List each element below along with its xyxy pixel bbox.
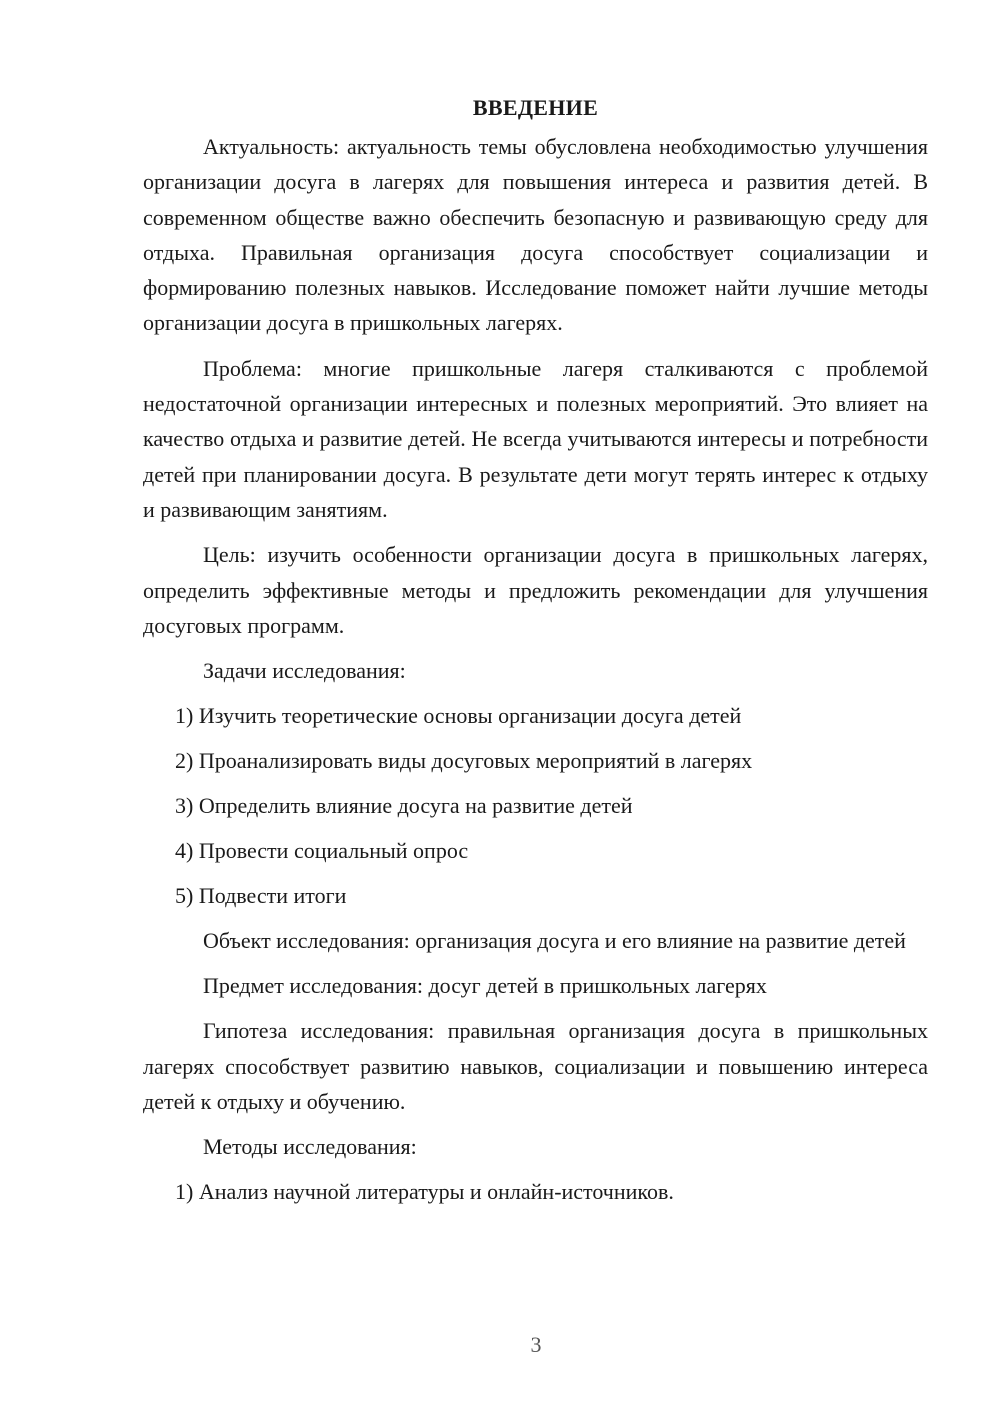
list-item: 2) Проанализировать виды досуговых мероприятий в лагерях (175, 748, 753, 774)
list-item: 3) Определить влияние досуга на развитие детей (175, 793, 633, 819)
tasks-list (143, 698, 928, 913)
section-title: ВВЕДЕНИЕ (472, 95, 599, 120)
goal-paragraph: Цель: изучить особенности организации досуга в пришкольных лагерях, определить эффективные методы и предложить рекомендации для улучшения досуговых программ. (143, 542, 928, 638)
list-item: 5) Подвести итоги (175, 883, 347, 909)
page-number: 3 (530, 1332, 542, 1357)
document-page (143, 90, 928, 1219)
tasks-heading: Задачи исследования: (203, 658, 406, 684)
problem-paragraph: Проблема: многие пришкольные лагеря сталкиваются с проблемой недостаточной организации интересных и полезных мероприятий. Это влияет на качество отдыха и развитие детей. Не всегда учитываются интересы и потребности детей при планировании досуга. В результате дети могут терять интерес к отдыху и развивающим занятиям. (143, 355, 928, 522)
subject-paragraph: Предмет исследования: досуг детей в пришкольных лагерях (203, 973, 767, 999)
hypothesis-paragraph: Гипотеза исследования: правильная организация досуга в пришкольных лагерях способствует развитию навыков, социализации и повышению интереса детей к отдыху и обучению. (143, 1018, 928, 1115)
list-item: 1) Анализ научной литературы и онлайн-источников. (175, 1179, 674, 1205)
methods-heading: Методы исследования: (203, 1134, 417, 1160)
methods-list (143, 1174, 928, 1209)
relevance-paragraph: Актуальность: актуальность темы обусловлена необходимостью улучшения организации досуга в лагерях для повышения интереса и развития детей. В современном обществе важно обеспечить безопасную и развивающую среду для отдыха. Правильная организация досуга способствует социализации и формированию полезных навыков. Исследование поможет найти лучшие методы организации досуга в пришкольных лагерях. (143, 134, 928, 336)
object-paragraph: Объект исследования: организация досуга и его влияние на развитие детей (203, 928, 906, 954)
list-item: 4) Провести социальный опрос (175, 838, 469, 864)
list-item: 1) Изучить теоретические основы организации досуга детей (175, 703, 742, 729)
